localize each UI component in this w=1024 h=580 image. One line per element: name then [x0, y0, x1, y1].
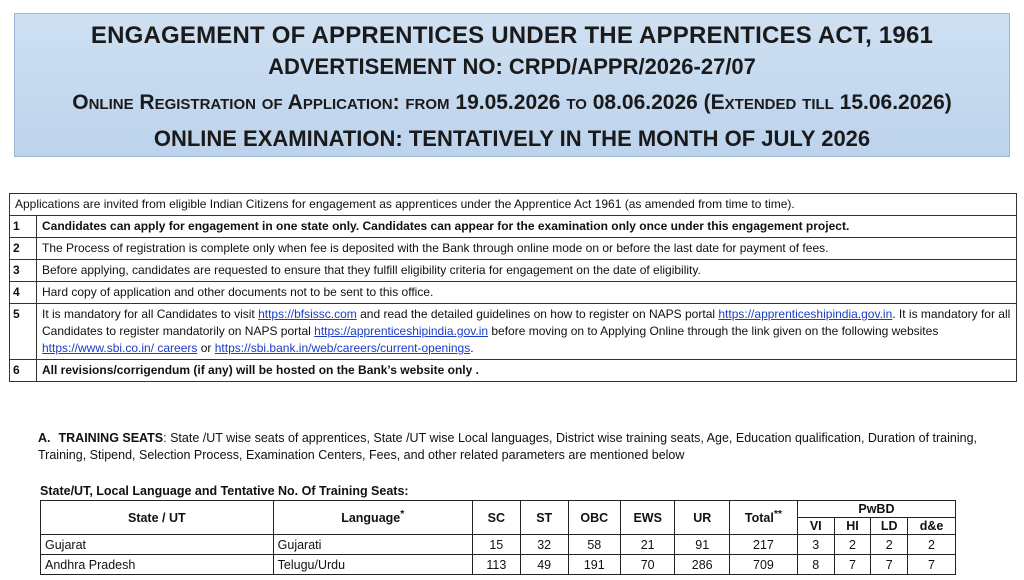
examination-schedule: ONLINE EXAMINATION: TENTATIVELY IN THE MONTH OF JULY 2026 [153, 126, 871, 151]
section-letter: A. [38, 431, 51, 445]
col-ur: UR [675, 501, 730, 535]
text-segment: before moving on to Applying Online through the link given on the following websites [488, 324, 939, 338]
col-vi: VI [797, 518, 834, 535]
header-title: ENGAGEMENT OF APPRENTICES UNDER THE APPRENTICES ACT, 1961 [90, 22, 934, 49]
cell-ld: 7 [871, 555, 908, 575]
cell-vi: 8 [797, 555, 834, 575]
instruction-text: Before applying, candidates are requested to ensure that they fulfill eligibility criteria for engagement on the date of eligibility. [37, 260, 1017, 282]
instruction-text: The Process of registration is complete only when fee is deposited with the Bank through online mode on or before the last date for payment of fees. [37, 238, 1017, 260]
instruction-text: All revisions/corrigendum (if any) will be hosted on the Bank’s website only . [37, 360, 1017, 382]
instruction-number: 1 [10, 216, 37, 238]
cell-st: 49 [520, 555, 568, 575]
advertisement-number: ADVERTISEMENT NO: CRPD/APPR/2026-27/07 [268, 54, 756, 79]
instruction-number: 5 [10, 304, 37, 360]
cell-total: 709 [729, 555, 797, 575]
instruction-text: Hard copy of application and other documents not to be sent to this office. [37, 282, 1017, 304]
seats-table-caption: State/UT, Local Language and Tentative No. Of Training Seats: [40, 484, 409, 498]
instructions-intro: Applications are invited from eligible Indian Citizens for engagement as apprentices under the Apprentice Act 1961 (as amended from time to time). [10, 194, 1017, 216]
cell-hi: 7 [834, 555, 871, 575]
cell-sc: 113 [472, 555, 520, 575]
instruction-number: 2 [10, 238, 37, 260]
col-ews: EWS [620, 501, 675, 535]
cell-obc: 58 [568, 535, 620, 555]
instruction-row [10, 238, 1017, 260]
section-description: : State /UT wise seats of apprentices, State /UT wise Local languages, District wise training seats, Age, Education qualification, Duration of training, Training, Stipend, Selection Process, Examination Centers, Fees, and other related parameters are mentioned below [38, 431, 977, 462]
section-title: TRAINING SEATS [58, 431, 164, 445]
header-row [41, 501, 956, 518]
instructions-table [9, 193, 1017, 382]
instructions-intro-row [10, 194, 1017, 216]
sbi-bank-careers-link[interactable]: https://sbi.bank.in/web/careers/current-openings [214, 341, 471, 355]
text-segment: . [470, 341, 474, 355]
cell-ur: 286 [675, 555, 730, 575]
text-segment: It is mandatory for all Candidates to visit [42, 307, 259, 321]
cell-language: Gujarati [273, 535, 472, 555]
cell-vi: 3 [797, 535, 834, 555]
text-segment: or [197, 341, 215, 355]
instruction-row [10, 360, 1017, 382]
col-language-label: Language [341, 511, 401, 526]
text-segment: . It is mandatory for all Candidates to register mandatorily on NAPS portal [42, 307, 1011, 338]
cell-ews: 70 [620, 555, 675, 575]
instruction-row [10, 304, 1017, 360]
naps-portal-link-2[interactable]: https://apprenticeshipindia.gov.in [314, 324, 489, 338]
col-total [729, 501, 797, 535]
col-pwbd: PwBD [797, 501, 955, 518]
col-obc: OBC [568, 501, 620, 535]
col-st: ST [520, 501, 568, 535]
naps-portal-link[interactable]: https://apprenticeshipindia.gov.in [718, 307, 893, 321]
cell-ur: 91 [675, 535, 730, 555]
col-state: State / UT [41, 501, 274, 535]
col-hi: HI [834, 518, 871, 535]
col-sc: SC [472, 501, 520, 535]
instruction-number: 3 [10, 260, 37, 282]
instruction-text: Candidates can apply for engagement in one state only. Candidates can appear for the examination only once under this engagement project. [37, 216, 1017, 238]
col-de: d&e [908, 518, 956, 535]
registration-dates: Online Registration of Application: from 19.05.2026 to 08.06.2026 (Extended till 15.06.2026) [72, 91, 952, 114]
cell-state: Andhra Pradesh [41, 555, 274, 575]
col-language [273, 501, 472, 535]
sbi-careers-link[interactable]: https://www.sbi.co.in/ careers [42, 341, 198, 355]
cell-de: 7 [908, 555, 956, 575]
cell-st: 32 [520, 535, 568, 555]
col-ld: LD [871, 518, 908, 535]
cell-hi: 2 [834, 535, 871, 555]
instruction-number: 4 [10, 282, 37, 304]
instruction-row [10, 260, 1017, 282]
instruction-row [10, 282, 1017, 304]
cell-de: 2 [908, 535, 956, 555]
bfsissc-link[interactable]: https://bfsissc.com [258, 307, 357, 321]
advertisement-header [14, 13, 1010, 157]
cell-language: Telugu/Urdu [273, 555, 472, 575]
training-seats-section [38, 430, 1013, 464]
instruction-row [10, 216, 1017, 238]
training-seats-table [40, 500, 956, 575]
cell-obc: 191 [568, 555, 620, 575]
col-language-sup: * [400, 509, 405, 521]
cell-ld: 2 [871, 535, 908, 555]
table-row [41, 555, 956, 575]
cell-total: 217 [729, 535, 797, 555]
cell-state: Gujarat [41, 535, 274, 555]
text-segment: and read the detailed guidelines on how to register on NAPS portal [356, 307, 719, 321]
cell-ews: 21 [620, 535, 675, 555]
cell-sc: 15 [472, 535, 520, 555]
col-total-sup: ** [773, 509, 782, 521]
table-row [41, 535, 956, 555]
instruction-number: 6 [10, 360, 37, 382]
col-total-label: Total [744, 511, 774, 526]
instruction-text-links [37, 304, 1017, 360]
